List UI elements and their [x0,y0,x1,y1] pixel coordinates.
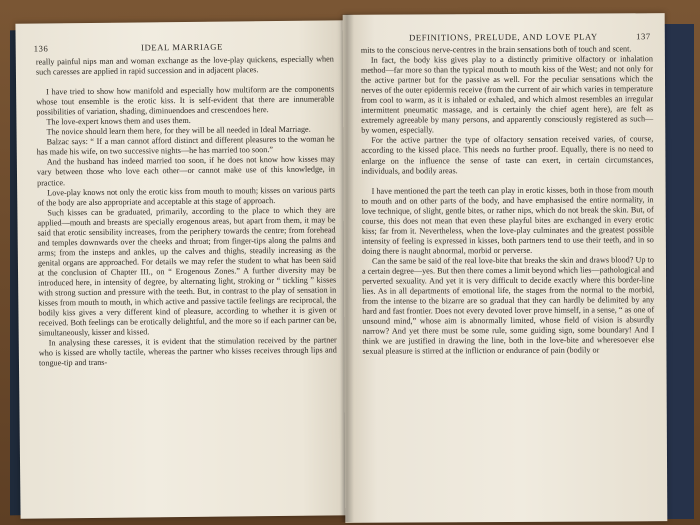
left-page [15,20,352,518]
paragraph: really painful nips man and woman exchange as the love-play quickens, especially when such caresses are applied in rapid succession and in adjacent places. [35,54,334,77]
paragraph: Such kisses can be graduated, primarily, according to the place to which they are applied—mouth and breasts are specially erogenous areas, but apart from them, it may be said that erotic sensibility increases, from the periphery towards the centre; from forehead and temples downwards over the cheeks and throat; from finger-tips along the palms and arms; from the insteps and ankles, up the calves and thighs, steadily increasing as the genital organs are approached. For details we may refer the student to what has been said at the conclusion of Chapter III., on “ Erogenous Zones.” A further diversity may be introduced here, in intensity of degree, by alternating light, stroking or “ tickling ” kisses with strong suction and pressure with the teeth. But, in contrast to the play of sensation in kisses from mouth to mouth, in which active and passive tactile feelings are reciprocal, the bodily kiss gives a very different kind of pleasure, according to whether it is given or received. Both feelings can be erotically delightful, and the more so if each partner can be, simultaneously, kisser and kissed. [37,205,337,338]
paragraph: mits to the conscious nerve-centres in the brain sensations both of touch and scent. [360,44,632,55]
left-page-text [16,50,351,369]
book-gutter [340,14,354,522]
paragraph: Can the same be said of the real love-bite that breaks the skin and draws blood? Up to a certain degree—yes. But then there comes a limit beyond which lies—pathological and perverted sexuality. And yet it is very difficult to decide exactly where this border-line lies. As in all departments of emotional life, the stages from the normal to the morbid, from the intense to the bizarre are so gradual that they can hardly be delimited by any hard and fast frontier. Does not every devoted lover prove himself, in a sense, “ as one of unsound mind,” whose aim is abnormally limited, whose field of vision is absurdly narrow? And yet there must be some rule, some guiding sign, some boundary! And I think we are justified in drawing the line, both in the love-bite and wheresoever else sexual pleasure is stirred at the infliction or endurance of pain (bodily or [361,255,655,357]
paragraph: In fact, the body kiss gives play to a distinctly primitive olfactory or inhalation method—far more so than the typical mouth to mouth kiss of the West; and not only for the active partner but for the passive as well. For the peculiar sensations which the nerves of the outer epidermis receive (from the current of air which varies in temperature from cool to warm, as it is inhaled or exhaled, and which almost resembles an irregular intermittent pneumatic massage, and is certainly the chief agent here), are felt as extremely agreeable by many persons, and apparently consciously registered as such—by women, especially. [360,54,654,136]
paragraph: Love-play knows not only the erotic kiss from mouth to mouth; kisses on various parts of the body are also appropriate and acceptable at this stage of approach. [37,184,336,208]
paragraph: The love-expert knows them and uses them. [46,116,191,127]
paragraph: I have mentioned the part the teeth can play in erotic kisses, both in those from mouth to mouth and on other parts of the body, and have emphasised the entire normality, in love technique, of slight, gentle bites, or rather nips, which do not break the skin. But, of course, this does not mean that even these playful bites are exchanged in every erotic kiss; far from it. Nevertheless, when the love-play culminates and the greatest possible intensity of feeling is expressed in kisses, both partners tend to use their teeth, and in so doing there is naught abnormal, morbid or perverse. [361,184,654,256]
left-running-head [15,20,347,53]
paragraph: In analysing these caresses, it is evident that the stimulation received by the partner who is kissed are wholly tactile, whereas the partner who kisses receives through lips and tongue-tip and trans- [38,335,337,368]
paragraph: For the active partner the type of olfactory sensation received varies, of course, according to the kissed place. This needs no further proof. Equally, there is no need to enlarge on the influence the sense of taste can exert, in certain circumstances, individuals, and bodily areas. [361,134,654,176]
paragraph: Balzac says: “ If a man cannot afford distinct and different pleasures to the woman he has made his wife, on two successive nights—he has married too soon.” [36,134,335,157]
right-page-text [343,41,667,357]
right-running-title: DEFINITIONS, PRELUDE, AND LOVE PLAY [409,31,598,43]
paragraph: And the husband has indeed married too soon, if he does not know how kisses may vary between those who love each other—or cannot make use of this knowledge, in practice. [36,154,336,188]
paragraph: I have tried to show how manifold and especially how multiform are the components whose tout ensemble is the erotic kiss. It is self-evident that there are innumerable possibilities of variation, shading, diminuendoes and crescendoes here. [36,84,335,117]
left-page-number: 136 [33,43,49,54]
left-running-title: IDEAL MARRIAGE [141,41,223,53]
right-page [343,13,668,523]
paragraph: The novice should learn them here, for they will be all needed in Ideal Marriage. [46,124,311,137]
right-running-head [343,13,665,43]
right-page-number: 137 [636,31,651,42]
